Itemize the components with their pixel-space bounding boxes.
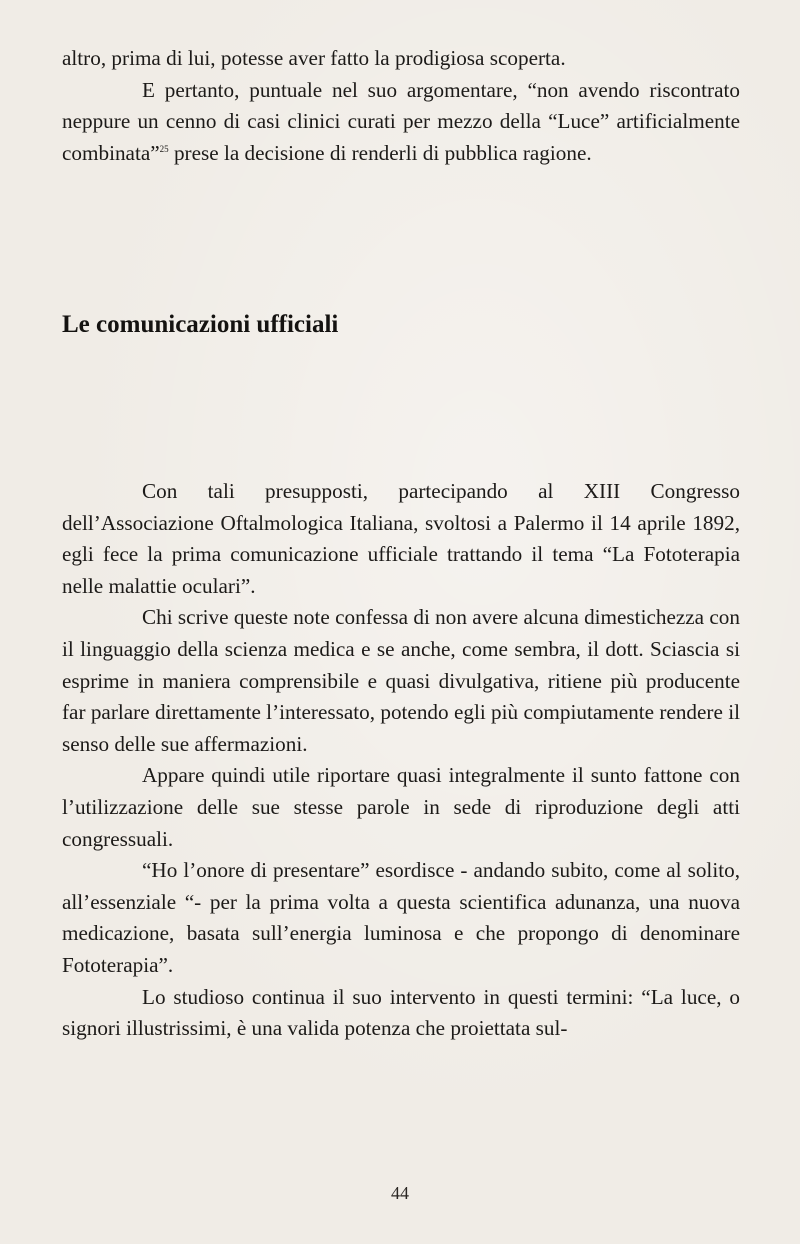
paragraph: Appare quindi utile riportare quasi integralmente il sunto fattone con l’utilizzazione delle sue stesse parole in sede di riproduzione degli atti congressuali. — [62, 763, 740, 851]
paragraph-text: prese la decisione di renderli di pubblica ragione. — [168, 140, 592, 165]
paragraph: Lo studioso continua il suo intervento in questi termini: “La luce, o signori illustrissimi, è una valida potenza che proiettata sul- — [62, 984, 740, 1041]
main-text-block — [62, 476, 740, 1045]
paragraph-text: E pertanto, puntuale nel suo argomentare, “non avendo riscontrato neppure un cenno di casi clinici curati per mezzo della “Luce” artificialmente combinata” — [62, 77, 740, 165]
top-text-block — [62, 43, 740, 169]
footnote-reference: 25 — [159, 143, 169, 154]
page-number: 44 — [391, 1183, 409, 1203]
paragraph — [62, 75, 740, 170]
section-heading: Le comunicazioni ufficiali — [62, 311, 339, 338]
paragraph: “Ho l’onore di presentare” esordisce - andando subito, come al solito, all’essenziale “- per la prima volta a questa scientifica adunanza, una nuova medicazione, basata sull’energia luminosa e che propongo di denominare Fototerapia”. — [62, 858, 740, 977]
paragraph: Con tali presupposti, partecipando al XIII Congresso dell’Associazione Oftalmologica Italiana, svoltosi a Palermo il 14 aprile 1892, egli fece la prima comunicazione ufficiale trattando il tema “La Fototerapia nelle malattie oculari”. — [62, 479, 740, 598]
paragraph: Chi scrive queste note confessa di non avere alcuna dimestichezza con il linguaggio della scienza medica e se anche, come sembra, il dott. Sciascia si esprime in maniera comprensibile e quasi divulgativa, ritiene più producente far parlare direttamente l’interessato, potendo egli più compiutamente rendere il senso delle sue affermazioni. — [62, 605, 740, 756]
paragraph-continuation: altro, prima di lui, potesse aver fatto la prodigiosa scoperta. — [62, 46, 566, 70]
